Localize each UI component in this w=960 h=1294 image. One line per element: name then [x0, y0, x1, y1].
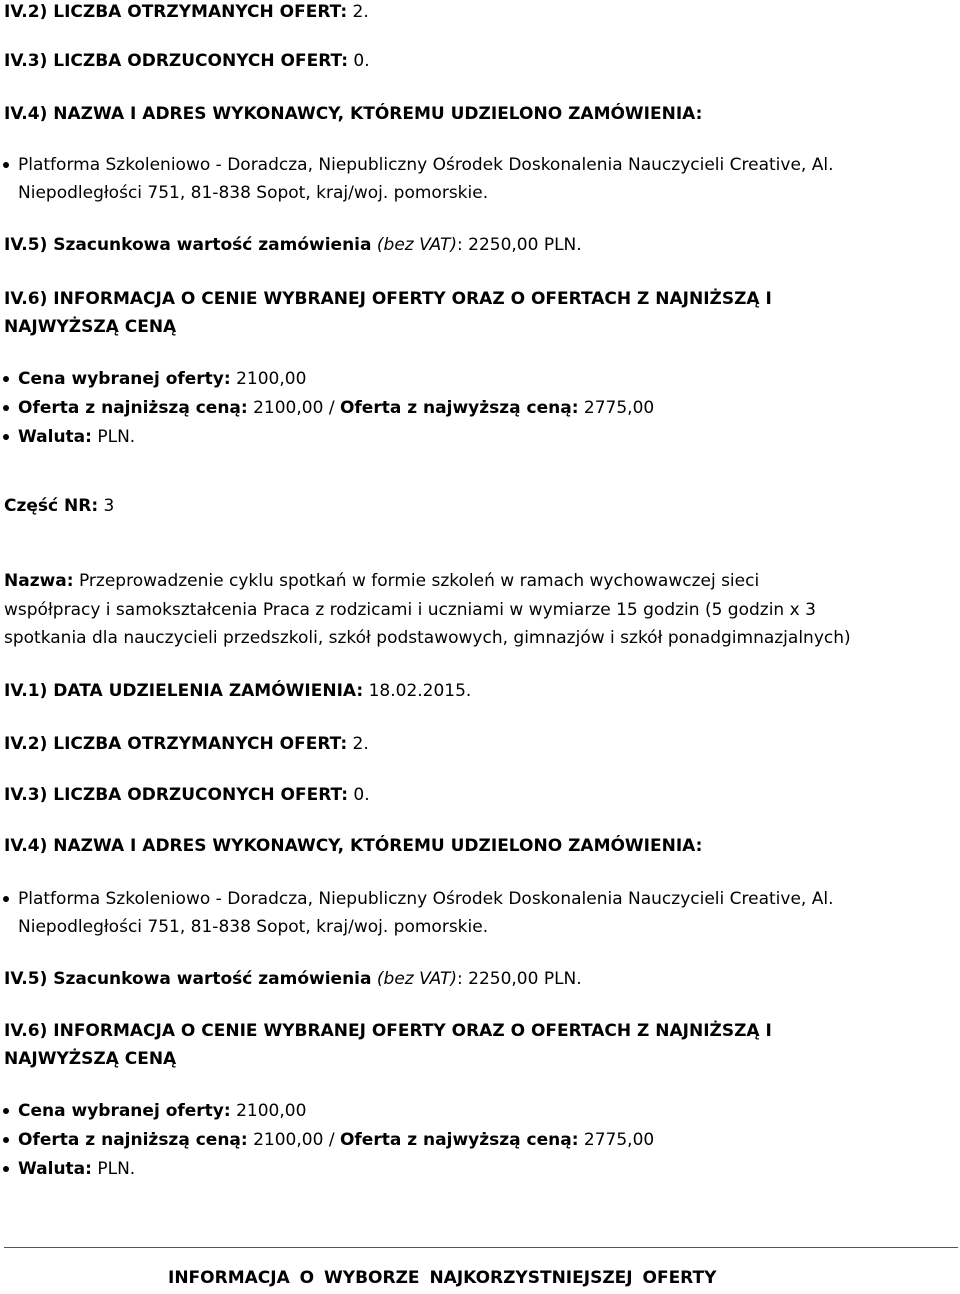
currency-label: Waluta: — [18, 1159, 92, 1179]
offers-received-label: IV.2) LICZBA OTRZYMANYCH OFERT: — [4, 734, 348, 754]
contractor-line: Niepodległości 751, 81-838 Sopot, kraj/woj. pomorskie. — [18, 917, 489, 937]
offers-received — [4, 733, 369, 755]
currency-value: PLN. — [97, 1159, 136, 1179]
lowest-price-label: Oferta z najniższą ceną: — [18, 1130, 248, 1150]
highest-price-label: Oferta z najwyższą ceną: — [339, 1130, 579, 1150]
selected-price — [18, 368, 306, 390]
estimate-value: : 2250,00 PLN. — [457, 969, 582, 989]
estimate-label: IV.5) Szacunkowa wartość zamówienia — [4, 969, 372, 989]
bullet-icon — [3, 376, 9, 382]
name-line — [4, 570, 759, 592]
price-heading-cont: NAJWYŻSZĄ CENĄ — [4, 317, 177, 337]
estimate-vat: (bez VAT) — [376, 969, 457, 989]
offers-rejected-label: IV.3) LICZBA ODRZUCONYCH OFERT: — [4, 51, 348, 71]
offers-rejected-label: IV.3) LICZBA ODRZUCONYCH OFERT: — [4, 785, 348, 805]
part-label: Część NR: — [4, 496, 99, 516]
bullet-icon — [3, 896, 9, 902]
offers-received-value: 2. — [352, 2, 369, 22]
contractor-line: Niepodległości 751, 81-838 Sopot, kraj/woj. pomorskie. — [18, 183, 489, 203]
footer-heading: INFORMACJA O WYBORZE NAJKORZYSTNIEJSZEJ OFERTY — [168, 1268, 717, 1288]
offers-rejected-value: 0. — [353, 785, 370, 805]
offers-received — [4, 1, 369, 23]
price-heading-cont: NAJWYŻSZĄ CENĄ — [4, 1049, 177, 1069]
bullet-icon — [3, 434, 9, 440]
part-number — [4, 495, 114, 517]
offers-received-label: IV.2) LICZBA OTRZYMANYCH OFERT: — [4, 2, 348, 22]
selected-price-value: 2100,00 — [236, 369, 307, 389]
currency — [18, 1158, 135, 1180]
award-date-value: 18.02.2015. — [368, 681, 472, 701]
currency-value: PLN. — [97, 427, 136, 447]
estimate — [4, 234, 582, 256]
name-line: spotkania dla nauczycieli przedszkoli, szkół podstawowych, gimnazjów i szkół ponadgimnazjalnych) — [4, 628, 851, 648]
name-line: współpracy i samokształcenia Praca z rodzicami i uczniami w wymiarze 15 godzin (5 godzin x 3 — [4, 600, 816, 620]
lowest-price-label: Oferta z najniższą ceną: — [18, 398, 248, 418]
price-heading: IV.6) INFORMACJA O CENIE WYBRANEJ OFERTY ORAZ O OFERTACH Z NAJNIŻSZĄ I — [4, 289, 772, 309]
selected-price-value: 2100,00 — [236, 1101, 307, 1121]
offers-rejected-value: 0. — [353, 51, 370, 71]
name-text: Przeprowadzenie cyklu spotkań w formie szkoleń w ramach wychowawczej sieci — [78, 571, 760, 591]
award-date-label: IV.1) DATA UDZIELENIA ZAMÓWIENIA: — [4, 681, 364, 701]
selected-price-label: Cena wybranej oferty: — [18, 369, 231, 389]
offers-received-value: 2. — [352, 734, 369, 754]
lowest-price-value: 2100,00 / — [253, 1130, 335, 1150]
offers-rejected — [4, 784, 370, 806]
estimate-value: : 2250,00 PLN. — [457, 235, 582, 255]
lowest-price-value: 2100,00 / — [253, 398, 335, 418]
bullet-icon — [3, 1137, 9, 1143]
part-value: 3 — [103, 496, 115, 516]
currency-label: Waluta: — [18, 427, 92, 447]
offers-rejected — [4, 50, 370, 72]
contractor-heading: IV.4) NAZWA I ADRES WYKONAWCY, KTÓREMU UDZIELONO ZAMÓWIENIA: — [4, 836, 703, 856]
contractor-heading: IV.4) NAZWA I ADRES WYKONAWCY, KTÓREMU UDZIELONO ZAMÓWIENIA: — [4, 104, 703, 124]
contractor-line: Platforma Szkoleniowo - Doradcza, Niepubliczny Ośrodek Doskonalenia Nauczycieli Creative, Al. — [18, 889, 834, 909]
selected-price-label: Cena wybranej oferty: — [18, 1101, 231, 1121]
award-date — [4, 680, 471, 702]
divider — [4, 1247, 958, 1248]
estimate-label: IV.5) Szacunkowa wartość zamówienia — [4, 235, 372, 255]
price-range — [18, 1129, 654, 1151]
selected-price — [18, 1100, 306, 1122]
estimate-vat: (bez VAT) — [376, 235, 457, 255]
bullet-icon — [3, 1108, 9, 1114]
bullet-icon — [3, 405, 9, 411]
estimate — [4, 968, 582, 990]
bullet-icon — [3, 1166, 9, 1172]
highest-price-value: 2775,00 — [583, 398, 655, 418]
highest-price-value: 2775,00 — [583, 1130, 655, 1150]
price-heading: IV.6) INFORMACJA O CENIE WYBRANEJ OFERTY ORAZ O OFERTACH Z NAJNIŻSZĄ I — [4, 1021, 772, 1041]
name-label: Nazwa: — [4, 571, 74, 591]
price-range — [18, 397, 654, 419]
currency — [18, 426, 135, 448]
highest-price-label: Oferta z najwyższą ceną: — [339, 398, 579, 418]
contractor-line: Platforma Szkoleniowo - Doradcza, Niepubliczny Ośrodek Doskonalenia Nauczycieli Creative, Al. — [18, 155, 834, 175]
bullet-icon — [3, 162, 9, 168]
